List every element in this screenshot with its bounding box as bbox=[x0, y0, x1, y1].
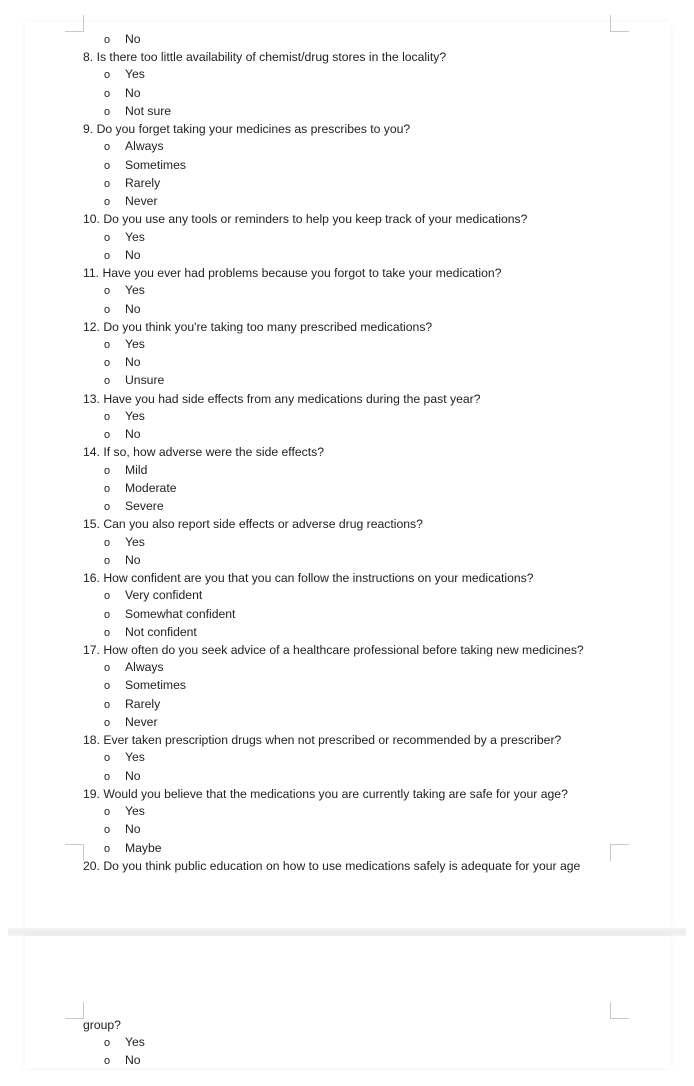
bullet-icon: o bbox=[104, 1037, 111, 1050]
option-item[interactable] bbox=[83, 498, 584, 516]
bullet-icon: o bbox=[104, 590, 111, 603]
option-label: No bbox=[125, 768, 141, 783]
bullet-icon: o bbox=[104, 482, 111, 495]
option-item[interactable] bbox=[83, 1052, 145, 1070]
option-label: Never bbox=[125, 194, 158, 209]
option-label: Somewhat confident bbox=[125, 606, 236, 621]
option-item[interactable] bbox=[83, 534, 584, 552]
bullet-icon: o bbox=[104, 249, 111, 262]
option-label: Very confident bbox=[125, 588, 203, 603]
question-number: 20. bbox=[83, 858, 100, 873]
option-item[interactable] bbox=[83, 247, 584, 265]
question-item bbox=[83, 516, 584, 533]
bullet-icon: o bbox=[104, 680, 111, 693]
option-item[interactable] bbox=[83, 31, 584, 49]
option-item[interactable] bbox=[83, 175, 584, 193]
option-label: Yes bbox=[125, 1035, 145, 1050]
question-item bbox=[83, 211, 584, 228]
bullet-icon: o bbox=[104, 338, 111, 351]
option-label: No bbox=[125, 301, 141, 316]
option-label: Always bbox=[125, 139, 164, 154]
margin-corner-top-left-p2 bbox=[65, 1002, 84, 1019]
bullet-icon: o bbox=[104, 410, 111, 423]
option-item[interactable] bbox=[83, 803, 584, 821]
option-item[interactable] bbox=[83, 157, 584, 175]
bullet-icon: o bbox=[104, 716, 111, 729]
bullet-icon: o bbox=[104, 177, 111, 190]
option-label: No bbox=[125, 427, 141, 442]
question-text: If so, how adverse were the side effects? bbox=[103, 445, 324, 460]
option-label: Yes bbox=[125, 67, 145, 82]
bullet-icon: o bbox=[104, 698, 111, 711]
option-label: Moderate bbox=[125, 480, 177, 495]
option-label: Yes bbox=[125, 229, 145, 244]
option-item[interactable] bbox=[83, 696, 584, 714]
question-item bbox=[83, 570, 584, 587]
question-text: Would you believe that the medications you are currently taking are safe for your age? bbox=[103, 786, 568, 801]
bullet-icon: o bbox=[104, 196, 111, 209]
option-item[interactable] bbox=[83, 372, 584, 390]
margin-corner-bottom-right bbox=[610, 844, 629, 861]
bullet-icon: o bbox=[104, 824, 111, 837]
margin-corner-top-right bbox=[610, 15, 629, 32]
option-label: Maybe bbox=[125, 840, 162, 855]
bullet-icon: o bbox=[104, 752, 111, 765]
option-item[interactable] bbox=[83, 749, 584, 767]
option-label: No bbox=[125, 552, 141, 567]
question-item bbox=[83, 391, 584, 408]
option-label: Always bbox=[125, 660, 164, 675]
bullet-icon: o bbox=[104, 608, 111, 621]
question-item bbox=[83, 732, 584, 749]
option-label: No bbox=[125, 822, 141, 837]
option-label: No bbox=[125, 85, 141, 100]
option-item[interactable] bbox=[83, 408, 584, 426]
option-item[interactable] bbox=[83, 821, 584, 839]
bullet-icon: o bbox=[104, 536, 111, 549]
bullet-icon: o bbox=[104, 87, 111, 100]
question-number: 16. bbox=[83, 571, 100, 586]
question-number: 19. bbox=[83, 786, 100, 801]
question-text: How confident are you that you can follow the instructions on your medications? bbox=[103, 571, 534, 586]
bullet-icon: o bbox=[104, 554, 111, 567]
option-item[interactable] bbox=[83, 301, 584, 319]
question-item bbox=[83, 265, 584, 282]
option-item[interactable] bbox=[83, 103, 584, 121]
question-text: Ever taken prescription drugs when not prescribed or recommended by a prescriber? bbox=[103, 733, 562, 748]
option-item[interactable] bbox=[83, 426, 584, 444]
bullet-icon: o bbox=[104, 375, 111, 388]
question-number: 9. bbox=[83, 122, 94, 137]
question-number: 13. bbox=[83, 391, 100, 406]
option-label: Yes bbox=[125, 534, 145, 549]
question-text: Do you use any tools or reminders to help you keep track of your medications? bbox=[103, 212, 528, 227]
bullet-icon: o bbox=[104, 464, 111, 477]
question-number: 10. bbox=[83, 212, 100, 227]
question-text: Have you ever had problems because you forgot to take your medication? bbox=[102, 266, 502, 281]
question-text: How often do you seek advice of a healthcare professional before taking new medicines? bbox=[103, 642, 584, 657]
option-label: Yes bbox=[125, 408, 145, 423]
bullet-icon: o bbox=[104, 231, 111, 244]
option-label: No bbox=[125, 1053, 141, 1068]
question-text: Do you forget taking your medicines as prescribes to you? bbox=[96, 122, 411, 137]
option-label: Yes bbox=[125, 750, 145, 765]
questionnaire-body-page-2 bbox=[83, 1017, 145, 1071]
bullet-icon: o bbox=[104, 501, 111, 514]
option-item[interactable] bbox=[83, 229, 584, 247]
question-item bbox=[83, 642, 584, 659]
question-item bbox=[83, 858, 584, 875]
option-item[interactable] bbox=[83, 336, 584, 354]
question-item bbox=[83, 786, 584, 803]
option-label: Sometimes bbox=[125, 157, 186, 172]
question-continuation: group? bbox=[83, 1018, 121, 1032]
option-item[interactable] bbox=[83, 624, 584, 642]
page-break bbox=[8, 928, 686, 936]
bullet-icon: o bbox=[104, 429, 111, 442]
option-item[interactable] bbox=[83, 840, 584, 858]
margin-corner-bottom-left bbox=[65, 844, 84, 861]
question-number: 18. bbox=[83, 733, 100, 748]
bullet-icon: o bbox=[104, 357, 111, 370]
option-label: Severe bbox=[125, 499, 164, 514]
bullet-icon: o bbox=[104, 1055, 111, 1068]
option-label: Sometimes bbox=[125, 678, 186, 693]
question-number: 14. bbox=[83, 445, 100, 460]
bullet-icon: o bbox=[104, 626, 111, 639]
question-text: Do you think you're taking too many prescribed medications? bbox=[103, 319, 433, 334]
option-item[interactable] bbox=[83, 552, 584, 570]
option-label: Yes bbox=[125, 804, 145, 819]
question-item bbox=[83, 49, 584, 66]
option-label: Yes bbox=[125, 336, 145, 351]
option-item[interactable] bbox=[83, 480, 584, 498]
option-label: Not sure bbox=[125, 103, 172, 118]
question-text: Do you think public education on how to use medications safely is adequate for your age bbox=[103, 858, 581, 873]
option-item[interactable] bbox=[83, 138, 584, 156]
option-label: No bbox=[125, 247, 141, 262]
question-item bbox=[83, 319, 584, 336]
option-label: Not confident bbox=[125, 624, 197, 639]
question-number: 15. bbox=[83, 517, 100, 532]
bullet-icon: o bbox=[104, 285, 111, 298]
option-item[interactable] bbox=[83, 193, 584, 211]
option-item[interactable] bbox=[83, 85, 584, 103]
bullet-icon: o bbox=[104, 806, 111, 819]
option-item[interactable] bbox=[83, 714, 584, 732]
option-label: Rarely bbox=[125, 175, 161, 190]
question-text: Have you had side effects from any medications during the past year? bbox=[103, 391, 481, 406]
option-item[interactable] bbox=[83, 659, 584, 677]
option-label: Unsure bbox=[125, 373, 165, 388]
question-text: Is there too little availability of chemist/drug stores in the locality? bbox=[96, 50, 447, 65]
bullet-icon: o bbox=[104, 159, 111, 172]
bullet-icon: o bbox=[104, 141, 111, 154]
question-item bbox=[83, 444, 584, 461]
question-number: 12. bbox=[83, 319, 100, 334]
option-label: No bbox=[125, 32, 141, 46]
option-label: Never bbox=[125, 714, 158, 729]
question-number: 8. bbox=[83, 50, 94, 65]
bullet-icon: o bbox=[104, 303, 111, 316]
option-item[interactable] bbox=[83, 587, 584, 605]
bullet-icon: o bbox=[104, 770, 111, 783]
option-item[interactable] bbox=[83, 677, 584, 695]
option-label: Yes bbox=[125, 283, 145, 298]
bullet-icon: o bbox=[104, 105, 111, 118]
option-label: Rarely bbox=[125, 696, 161, 711]
option-item[interactable] bbox=[83, 606, 584, 624]
option-item[interactable] bbox=[83, 768, 584, 786]
option-item[interactable] bbox=[83, 282, 584, 300]
question-number: 11. bbox=[83, 266, 100, 281]
question-text: Can you also report side effects or adverse drug reactions? bbox=[103, 517, 423, 532]
margin-corner-top-left bbox=[65, 15, 84, 32]
option-item[interactable] bbox=[83, 1034, 145, 1052]
option-item[interactable] bbox=[83, 462, 584, 480]
option-item[interactable] bbox=[83, 354, 584, 372]
question-item bbox=[83, 121, 584, 138]
option-label: Mild bbox=[125, 462, 148, 477]
option-label: No bbox=[125, 355, 141, 370]
bullet-icon: o bbox=[104, 34, 111, 46]
margin-corner-top-right-p2 bbox=[610, 1002, 629, 1019]
bullet-icon: o bbox=[104, 842, 111, 855]
question-number: 17. bbox=[83, 642, 100, 657]
questionnaire-body-page-1 bbox=[83, 31, 584, 875]
bullet-icon: o bbox=[104, 69, 111, 82]
bullet-icon: o bbox=[104, 662, 111, 675]
option-item[interactable] bbox=[83, 66, 584, 84]
